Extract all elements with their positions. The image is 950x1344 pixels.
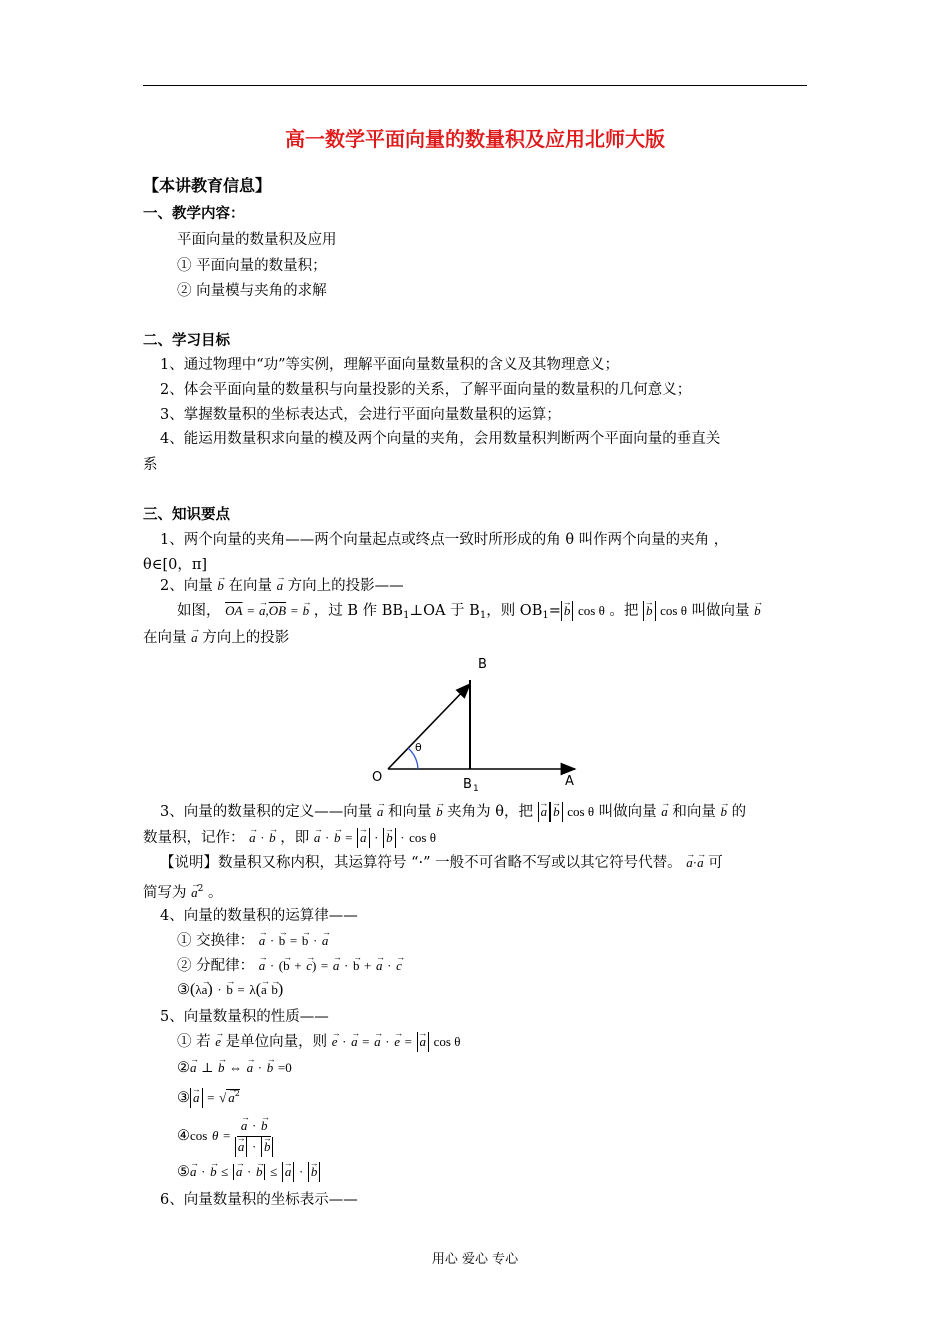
- abs-dot-product: [233, 1164, 266, 1180]
- vector-b: → b: [218, 1058, 225, 1078]
- vector-e: → e: [215, 1032, 221, 1052]
- vector-a: → a: [377, 802, 384, 822]
- vector-a: → a: [191, 628, 198, 648]
- text-run: 在向量: [143, 630, 187, 646]
- vector-a: → a: [374, 1032, 381, 1052]
- abs-vector-b: → b: [643, 601, 656, 621]
- dot-operator: ·: [260, 830, 265, 845]
- dot-operator: ·: [400, 830, 405, 845]
- vector-a: → a: [259, 931, 266, 951]
- equals-sign: =: [290, 603, 299, 618]
- vector-a: → a: [236, 1162, 243, 1182]
- text-run: 。: [207, 884, 223, 901]
- sqrt-sign: √: [219, 1089, 227, 1105]
- vector-a: → a: [190, 1162, 197, 1182]
- vector-b: → b: [261, 1116, 268, 1136]
- equals-sign: =: [345, 830, 353, 845]
- abs-vector-a: → a: [282, 1162, 295, 1182]
- dot-operator: ·: [692, 855, 698, 870]
- text-run: =: [548, 603, 561, 619]
- abs-vector-a: → a: [417, 1032, 430, 1052]
- point-3-line-2: [143, 828, 436, 848]
- point-1-line-2: θ∈[0，π]: [143, 557, 208, 573]
- dot-operator: ·: [257, 1060, 263, 1075]
- text-run: ① 交换律：: [177, 933, 255, 949]
- dot-operator: ·: [385, 1034, 390, 1049]
- vector-b: → b: [217, 576, 224, 596]
- perp-sign: ⊥: [201, 1060, 214, 1075]
- vector-b: → b: [210, 1162, 217, 1182]
- text-run: ④: [177, 1128, 190, 1144]
- text-run: 和向量: [672, 804, 716, 820]
- note-line-1: [160, 853, 723, 873]
- superscript-2: 2: [234, 1089, 240, 1098]
- subscript-1: 1: [542, 610, 549, 621]
- point-5-heading: 5、向量数量积的性质——: [160, 1009, 329, 1025]
- dot-operator: ·: [387, 958, 392, 973]
- vector-b: → b: [279, 931, 286, 951]
- text-run: ③: [177, 1089, 190, 1106]
- vector-b: → b: [269, 828, 276, 848]
- section-1-line: ① 平面向量的数量积；: [177, 258, 327, 274]
- vector-a: → a: [259, 956, 266, 976]
- vector-a: → a: [228, 1088, 235, 1108]
- dot-operator: ·: [325, 830, 330, 845]
- vector-a: → a: [247, 1058, 254, 1078]
- objective-item: 3、掌握数量积的坐标表达式，会进行平面向量数量积的运算；: [160, 407, 561, 423]
- vector-a: → a: [376, 956, 383, 976]
- vector-b: → b: [754, 601, 761, 621]
- equals-sign: =: [289, 933, 298, 948]
- point-6-heading: 6、向量数量积的坐标表示——: [160, 1192, 358, 1208]
- abs-vector-b: → b: [561, 601, 574, 621]
- point-4-heading: 4、向量的数量积的运算律——: [160, 908, 358, 924]
- text-run: 的: [731, 804, 747, 820]
- text-run: 3、向量的数量积的定义——向量: [160, 804, 373, 820]
- vector-a: → a: [686, 853, 693, 873]
- paren-right: ): [277, 981, 284, 998]
- le-sign: ≤: [270, 1164, 278, 1179]
- vector-a: → a: [191, 883, 198, 903]
- property-2: [177, 1058, 292, 1078]
- abs-vector-a: → a: [190, 1088, 203, 1108]
- document-title: 高一数学平面向量的数量积及应用北师大版: [285, 127, 665, 151]
- vector-a: → a: [190, 1058, 197, 1078]
- section-1-line: ② 向量模与夹角的求解: [177, 283, 327, 299]
- vector-a: → a: [241, 1116, 248, 1136]
- abs-vector-a: → a: [357, 828, 370, 848]
- text-run: 在向量: [228, 578, 272, 594]
- text-run: ，即: [280, 830, 310, 846]
- equals-sign: =: [247, 603, 255, 618]
- subscript-1: 1: [403, 610, 410, 621]
- dot-operator: ·: [298, 1164, 304, 1179]
- text-run: 【说明】数量积又称内积，其运算符号 “·” 一般不可省略不写或以其它符号代替。: [160, 855, 682, 871]
- abs-vector-b: → b: [383, 828, 396, 848]
- text-run: 。把: [609, 603, 639, 619]
- vector-e: → e: [394, 1032, 400, 1052]
- text-run: 方向上的投影: [202, 630, 290, 646]
- text-run: 方向上的投影——: [287, 578, 404, 594]
- plus-sign: +: [364, 958, 372, 973]
- text-run: 和向量: [387, 804, 432, 820]
- theta: θ: [211, 1128, 219, 1143]
- text-run: 数量积，记作：: [143, 830, 245, 846]
- cos: cos: [190, 1128, 208, 1143]
- zero: 0: [285, 1060, 292, 1075]
- math-O: O: [268, 603, 279, 618]
- equals-sign: =: [277, 1060, 286, 1075]
- vector-a: → a: [261, 980, 267, 1000]
- dot-operator: ·: [374, 830, 379, 845]
- text-run: 夹角为 θ，把: [447, 804, 534, 820]
- cos-theta: cos θ: [433, 1034, 461, 1049]
- paren-left: (: [190, 981, 196, 998]
- abs-vector-b: → b: [550, 802, 563, 822]
- dot-operator: ·: [201, 1164, 206, 1179]
- vector-e: → e: [332, 1032, 338, 1052]
- projection-diagram: [360, 650, 590, 795]
- label-B: B: [478, 657, 487, 672]
- text-run: ，过 B 作 BB: [313, 603, 404, 619]
- text-run: ⑤: [177, 1164, 190, 1180]
- le-sign: ≤: [221, 1164, 229, 1179]
- page-footer: 用心 爱心 专心: [431, 1252, 519, 1267]
- point-2-line-3: [143, 628, 289, 648]
- vector-b: → b: [271, 980, 278, 1000]
- abs-vector-a: → a: [235, 1137, 248, 1157]
- paren-right: ): [311, 958, 317, 973]
- vector-a: → a: [249, 828, 256, 848]
- cos-theta: cos θ: [409, 830, 436, 845]
- vector-OA-label: [225, 603, 242, 618]
- dot-operator: ·: [269, 933, 275, 948]
- text-run: 2、向量: [160, 578, 213, 594]
- label-B1-subscript: 1: [473, 784, 479, 794]
- vector-c: → c: [306, 956, 312, 976]
- text-run: 如图，: [177, 603, 221, 619]
- vector-b: → b: [267, 1058, 274, 1078]
- objective-item: 系: [143, 457, 158, 473]
- label-A: A: [565, 774, 574, 789]
- point-2-line-2: [177, 601, 761, 626]
- header-rule: [143, 85, 807, 86]
- law-distributive: [177, 956, 402, 976]
- paren-right: ): [207, 981, 213, 998]
- objective-item: 4、能运用数量积求向量的模及两个向量的夹角，会用数量积判断两个平面向量的垂直关: [160, 431, 721, 447]
- math-B: B: [278, 603, 287, 618]
- text-run: ，则 OB: [486, 603, 543, 619]
- sqrt-radicand: [226, 1089, 240, 1106]
- dot-operator: ·: [217, 982, 222, 997]
- vector-a: → a: [259, 601, 266, 621]
- label-B1: B: [463, 777, 472, 792]
- vector-b: → b: [720, 802, 727, 822]
- equals-sign: =: [222, 1128, 231, 1143]
- point-2-line-1: [160, 576, 404, 596]
- vector-b: → b: [283, 956, 290, 976]
- text-run: ① 若: [177, 1034, 211, 1050]
- comma: ,: [265, 603, 269, 618]
- vector-a: → a: [351, 1032, 358, 1052]
- text-run: 简写为: [143, 884, 187, 901]
- vector-OB-line: [388, 684, 470, 769]
- cos-theta: cos θ: [660, 603, 687, 618]
- label-theta: θ: [415, 741, 422, 754]
- vector-a: → a: [697, 853, 704, 873]
- cos-theta: cos θ: [578, 603, 605, 618]
- vector-a: → a: [314, 828, 321, 848]
- abs-vector-a: → a: [538, 802, 551, 822]
- vector-OB-label: [269, 603, 286, 618]
- subscript-1: 1: [479, 610, 487, 621]
- section-3-heading: 三、知识要点: [143, 507, 230, 523]
- text-run: ③: [177, 982, 190, 998]
- text-run: ⊥OA 于 B: [409, 603, 480, 619]
- text-run: 可: [708, 855, 723, 871]
- equals-sign: =: [320, 958, 329, 973]
- section-2-heading: 二、学习目标: [143, 333, 230, 349]
- property-3: [177, 1084, 240, 1108]
- vector-b: → b: [353, 956, 360, 976]
- vector-b: → b: [226, 980, 233, 1000]
- vector-b: → b: [302, 931, 309, 951]
- lambda: λ: [195, 982, 202, 997]
- text-run: ② 分配律：: [177, 958, 255, 974]
- label-O: O: [372, 770, 383, 785]
- cos-theta: cos θ: [567, 804, 595, 819]
- vector-b: → b: [436, 802, 443, 822]
- vector-c: → c: [396, 956, 402, 976]
- equals-sign: =: [404, 1034, 412, 1049]
- section-1-heading: 一、教学内容：: [143, 206, 245, 222]
- vector-a: → a: [661, 802, 668, 822]
- dot-operator: ·: [312, 933, 318, 948]
- abs-vector-b: → b: [308, 1162, 321, 1182]
- equals-sign: =: [237, 982, 245, 997]
- vector-a: → a: [202, 980, 208, 1000]
- math-O: O: [225, 603, 235, 618]
- vector-b: → b: [256, 1162, 263, 1182]
- vector-b: → b: [334, 828, 341, 848]
- info-header: 【本讲教育信息】: [143, 176, 272, 195]
- equals-sign: =: [207, 1089, 215, 1105]
- objective-item: 2、体会平面向量的数量积与向量投影的关系，了解平面向量的数量积的几何意义；: [160, 382, 692, 398]
- paren-left: (: [255, 981, 262, 998]
- law-scalar: [177, 980, 283, 1000]
- vector-a: → a: [333, 956, 340, 976]
- point-3-line-1: [160, 802, 746, 822]
- text-run: 是单位向量，则: [225, 1034, 328, 1050]
- math-A: A: [234, 603, 243, 618]
- vector-a: → a: [322, 931, 329, 951]
- lambda: λ: [249, 982, 256, 997]
- vector-b: → b: [303, 601, 310, 621]
- text-run: ②: [177, 1060, 190, 1076]
- dot-operator: ·: [269, 958, 275, 973]
- fraction: [235, 1116, 274, 1157]
- dot-operator: ·: [342, 1034, 347, 1049]
- abs-vector-b: → b: [261, 1137, 274, 1157]
- dot-operator: ·: [343, 958, 349, 973]
- note-line-2: [143, 879, 222, 903]
- paren-left: (: [278, 958, 284, 973]
- dot-operator: ·: [252, 1117, 257, 1133]
- superscript-2: 2: [197, 884, 204, 894]
- equals-sign: =: [362, 1034, 370, 1049]
- vector-a: → a: [277, 576, 284, 596]
- iff-sign: ⇔: [229, 1060, 243, 1075]
- plus-sign: +: [294, 958, 302, 973]
- point-1-line-1: 1、两个向量的夹角——两个向量起点或终点一致时所形成的角 θ 叫作两个向量的夹角 ，: [160, 532, 729, 548]
- property-5: [177, 1162, 320, 1182]
- text-run: 叫做向量: [598, 804, 657, 820]
- text-run: 叫做向量: [691, 603, 750, 619]
- dot-operator: ·: [247, 1164, 252, 1179]
- section-1-line: 平面向量的数量积及应用: [177, 232, 337, 248]
- objective-item: 1、通过物理中“功”等实例，理解平面向量数量积的含义及其物理意义；: [160, 357, 620, 373]
- dot-operator: ·: [252, 1138, 257, 1154]
